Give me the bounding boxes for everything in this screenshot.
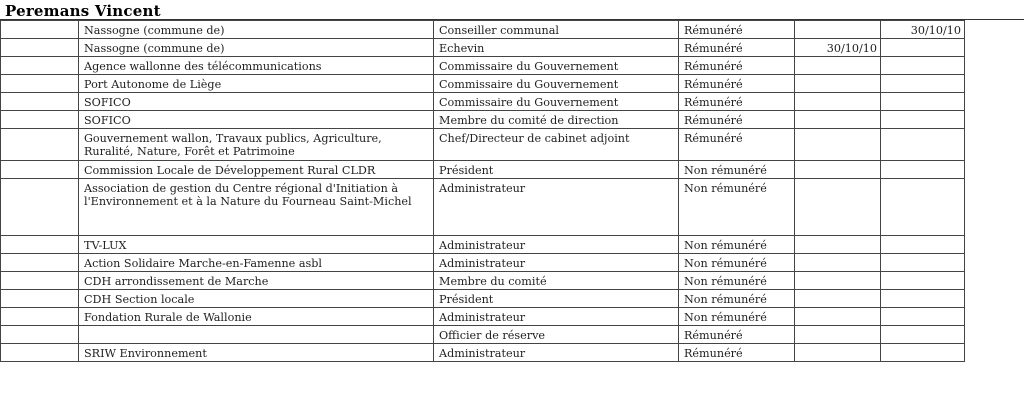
remuneration-cell: Non rémunéré bbox=[679, 161, 795, 179]
remuneration-cell: Non rémunéré bbox=[679, 290, 795, 308]
start-date-cell bbox=[795, 111, 881, 129]
end-date-cell bbox=[881, 75, 965, 93]
end-date-cell bbox=[881, 93, 965, 111]
start-date-cell bbox=[795, 129, 881, 161]
organisation-cell: Association de gestion du Centre régional d'Initiation à l'Environnement et à la Nature du Fourneau Saint-Michel bbox=[79, 179, 434, 236]
organisation-cell: Gouvernement wallon, Travaux publics, Agriculture, Ruralité, Nature, Forêt et Patrimoine bbox=[79, 129, 434, 161]
organisation-cell bbox=[79, 326, 434, 344]
table-row bbox=[1, 326, 965, 344]
organisation-cell: Commission Locale de Développement Rural CLDR bbox=[79, 161, 434, 179]
organisation-cell: CDH Section locale bbox=[79, 290, 434, 308]
indent-cell bbox=[1, 272, 79, 290]
role-cell: Administrateur bbox=[434, 254, 679, 272]
organisation-cell: SRIW Environnement bbox=[79, 344, 434, 362]
indent-cell bbox=[1, 93, 79, 111]
role-cell: Administrateur bbox=[434, 344, 679, 362]
table-row bbox=[1, 93, 965, 111]
table-row bbox=[1, 111, 965, 129]
organisation-cell: Action Solidaire Marche-en-Famenne asbl bbox=[79, 254, 434, 272]
end-date-cell bbox=[881, 272, 965, 290]
end-date-cell bbox=[881, 129, 965, 161]
indent-cell bbox=[1, 111, 79, 129]
end-date-cell: 30/10/10 bbox=[881, 21, 965, 39]
start-date-cell bbox=[795, 21, 881, 39]
indent-cell bbox=[1, 129, 79, 161]
organisation-cell: Fondation Rurale de Wallonie bbox=[79, 308, 434, 326]
remuneration-cell: Non rémunéré bbox=[679, 179, 795, 236]
remuneration-cell: Rémunéré bbox=[679, 39, 795, 57]
remuneration-cell: Rémunéré bbox=[679, 93, 795, 111]
organisation-cell: SOFICO bbox=[79, 111, 434, 129]
table-row bbox=[1, 179, 965, 236]
remuneration-cell: Non rémunéré bbox=[679, 254, 795, 272]
end-date-cell bbox=[881, 161, 965, 179]
remuneration-cell: Rémunéré bbox=[679, 57, 795, 75]
role-cell: Administrateur bbox=[434, 179, 679, 236]
remuneration-cell: Rémunéré bbox=[679, 129, 795, 161]
role-cell: Membre du comité bbox=[434, 272, 679, 290]
indent-cell bbox=[1, 254, 79, 272]
role-cell: Commissaire du Gouvernement bbox=[434, 75, 679, 93]
organisation-cell: CDH arrondissement de Marche bbox=[79, 272, 434, 290]
end-date-cell bbox=[881, 308, 965, 326]
start-date-cell bbox=[795, 236, 881, 254]
table-row bbox=[1, 39, 965, 57]
role-cell: Membre du comité de direction bbox=[434, 111, 679, 129]
indent-cell bbox=[1, 290, 79, 308]
table-row bbox=[1, 236, 965, 254]
table-row bbox=[1, 272, 965, 290]
end-date-cell bbox=[881, 344, 965, 362]
start-date-cell bbox=[795, 179, 881, 236]
table-row bbox=[1, 290, 965, 308]
indent-cell bbox=[1, 21, 79, 39]
person-name-heading: Peremans Vincent bbox=[5, 2, 161, 20]
end-date-cell bbox=[881, 179, 965, 236]
role-cell: Administrateur bbox=[434, 308, 679, 326]
indent-cell bbox=[1, 236, 79, 254]
role-cell: Administrateur bbox=[434, 236, 679, 254]
role-cell: Officier de réserve bbox=[434, 326, 679, 344]
organisation-cell: Nassogne (commune de) bbox=[79, 39, 434, 57]
organisation-cell: TV-LUX bbox=[79, 236, 434, 254]
remuneration-cell: Non rémunéré bbox=[679, 236, 795, 254]
start-date-cell bbox=[795, 254, 881, 272]
indent-cell bbox=[1, 161, 79, 179]
role-cell: Conseiller communal bbox=[434, 21, 679, 39]
role-cell: Commissaire du Gouvernement bbox=[434, 93, 679, 111]
start-date-cell bbox=[795, 93, 881, 111]
table-row bbox=[1, 21, 965, 39]
remuneration-cell: Rémunéré bbox=[679, 21, 795, 39]
organisation-cell: Nassogne (commune de) bbox=[79, 21, 434, 39]
remuneration-cell: Non rémunéré bbox=[679, 308, 795, 326]
role-cell: Président bbox=[434, 290, 679, 308]
organisation-cell: Agence wallonne des télécommunications bbox=[79, 57, 434, 75]
table-row bbox=[1, 344, 965, 362]
start-date-cell bbox=[795, 308, 881, 326]
start-date-cell bbox=[795, 161, 881, 179]
remuneration-cell: Non rémunéré bbox=[679, 272, 795, 290]
start-date-cell bbox=[795, 75, 881, 93]
role-cell: Echevin bbox=[434, 39, 679, 57]
indent-cell bbox=[1, 75, 79, 93]
table-row bbox=[1, 161, 965, 179]
role-cell: Président bbox=[434, 161, 679, 179]
table-row bbox=[1, 129, 965, 161]
remuneration-cell: Rémunéré bbox=[679, 344, 795, 362]
end-date-cell bbox=[881, 111, 965, 129]
indent-cell bbox=[1, 57, 79, 75]
start-date-cell: 30/10/10 bbox=[795, 39, 881, 57]
table-row bbox=[1, 57, 965, 75]
start-date-cell bbox=[795, 326, 881, 344]
organisation-cell: Port Autonome de Liège bbox=[79, 75, 434, 93]
end-date-cell bbox=[881, 57, 965, 75]
start-date-cell bbox=[795, 290, 881, 308]
end-date-cell bbox=[881, 236, 965, 254]
table-row bbox=[1, 254, 965, 272]
indent-cell bbox=[1, 179, 79, 236]
role-cell: Chef/Directeur de cabinet adjoint bbox=[434, 129, 679, 161]
indent-cell bbox=[1, 326, 79, 344]
indent-cell bbox=[1, 344, 79, 362]
remuneration-cell: Rémunéré bbox=[679, 111, 795, 129]
end-date-cell bbox=[881, 39, 965, 57]
role-cell: Commissaire du Gouvernement bbox=[434, 57, 679, 75]
table-row bbox=[1, 308, 965, 326]
end-date-cell bbox=[881, 254, 965, 272]
indent-cell bbox=[1, 39, 79, 57]
start-date-cell bbox=[795, 57, 881, 75]
remuneration-cell: Rémunéré bbox=[679, 75, 795, 93]
start-date-cell bbox=[795, 344, 881, 362]
mandates-table bbox=[0, 20, 965, 362]
end-date-cell bbox=[881, 326, 965, 344]
indent-cell bbox=[1, 308, 79, 326]
start-date-cell bbox=[795, 272, 881, 290]
remuneration-cell: Rémunéré bbox=[679, 326, 795, 344]
table-row bbox=[1, 75, 965, 93]
organisation-cell: SOFICO bbox=[79, 93, 434, 111]
end-date-cell bbox=[881, 290, 965, 308]
